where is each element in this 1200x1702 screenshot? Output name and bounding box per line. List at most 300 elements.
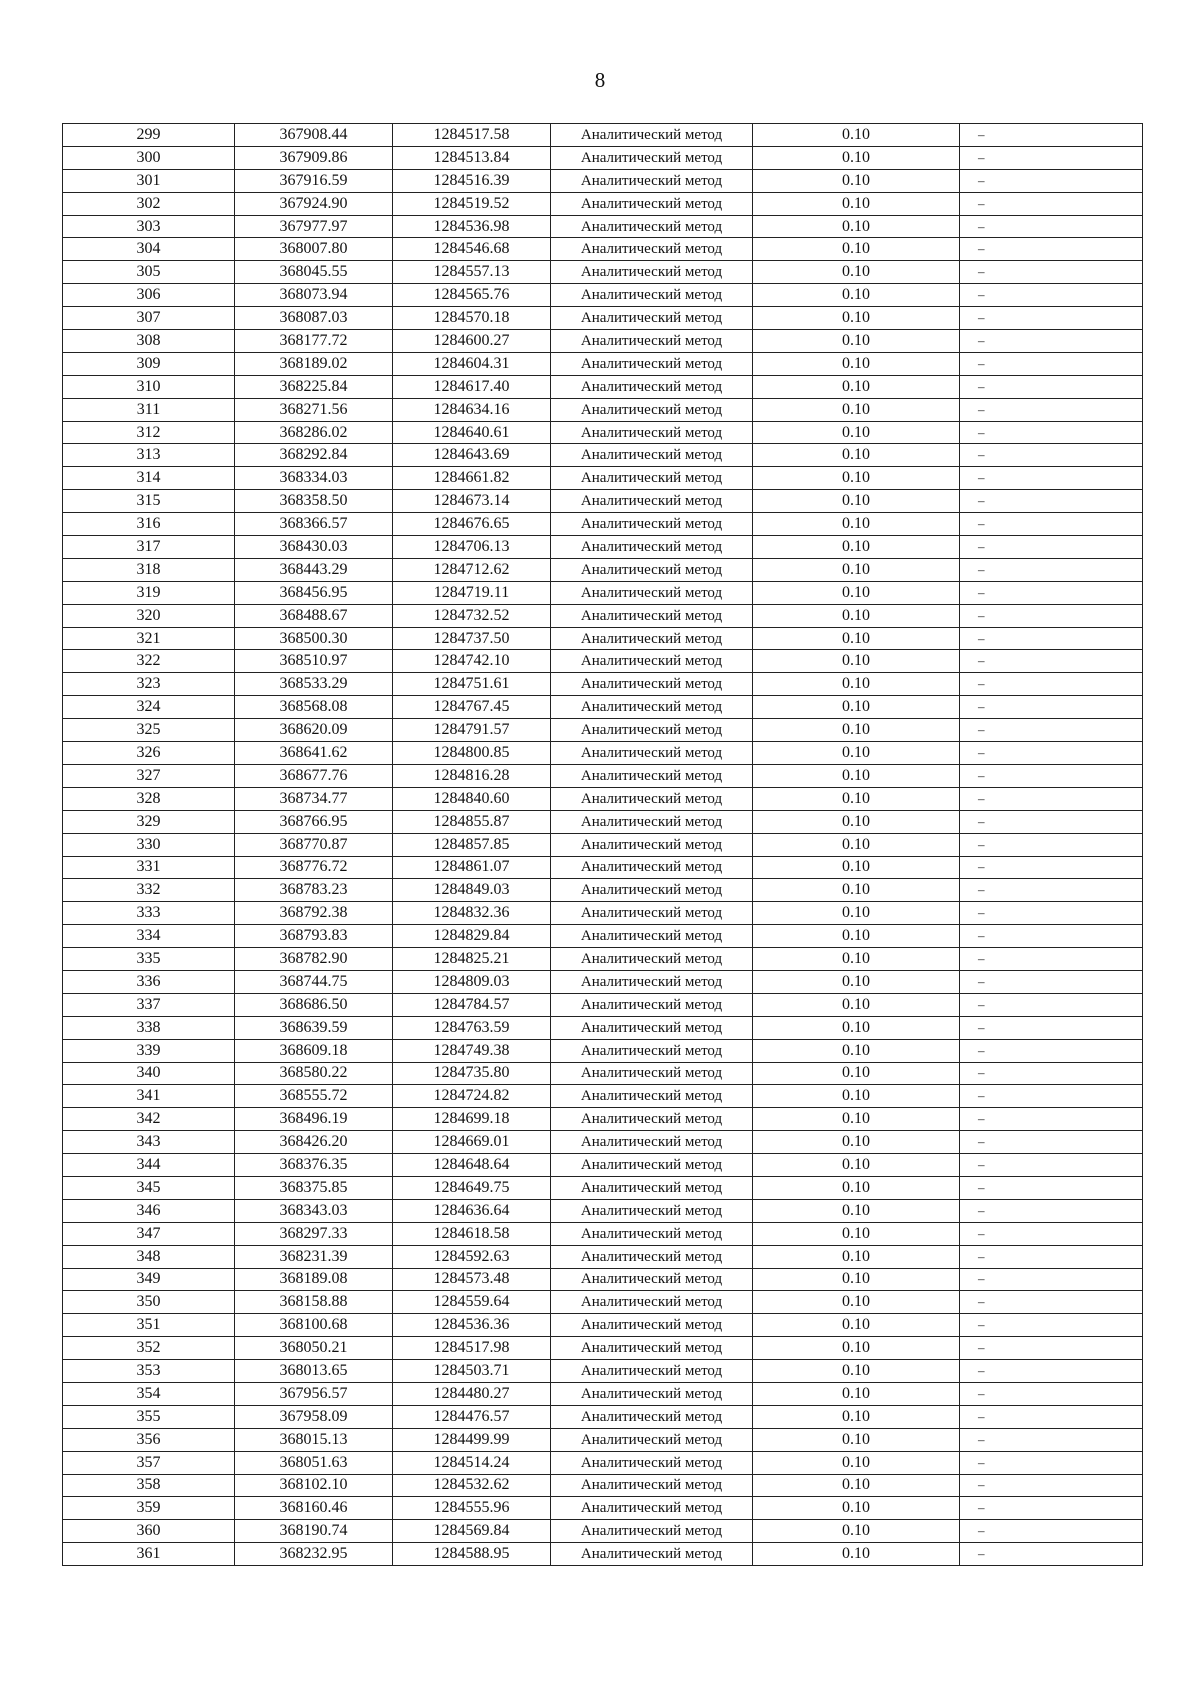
- note-cell: –: [960, 1314, 1143, 1337]
- x-coordinate-cell: 367908.44: [235, 124, 393, 147]
- table-row: [63, 787, 1143, 810]
- point-number-cell: 314: [63, 467, 235, 490]
- table-row: [63, 650, 1143, 673]
- accuracy-cell: 0.10: [753, 696, 960, 719]
- note-cell: –: [960, 558, 1143, 581]
- method-cell: Аналитический метод: [551, 1199, 753, 1222]
- y-coordinate-cell: 1284514.24: [393, 1451, 551, 1474]
- y-coordinate-cell: 1284565.76: [393, 284, 551, 307]
- x-coordinate-cell: 368426.20: [235, 1131, 393, 1154]
- table-row: [63, 375, 1143, 398]
- table-row: [63, 627, 1143, 650]
- table-row: [63, 604, 1143, 627]
- method-cell: Аналитический метод: [551, 467, 753, 490]
- point-number-cell: 337: [63, 993, 235, 1016]
- x-coordinate-cell: 368555.72: [235, 1085, 393, 1108]
- y-coordinate-cell: 1284742.10: [393, 650, 551, 673]
- y-coordinate-cell: 1284719.11: [393, 581, 551, 604]
- table-row: [63, 444, 1143, 467]
- table-row: [63, 719, 1143, 742]
- x-coordinate-cell: 368292.84: [235, 444, 393, 467]
- point-number-cell: 317: [63, 536, 235, 559]
- point-number-cell: 339: [63, 1039, 235, 1062]
- accuracy-cell: 0.10: [753, 1131, 960, 1154]
- point-number-cell: 349: [63, 1268, 235, 1291]
- note-cell: –: [960, 1268, 1143, 1291]
- point-number-cell: 355: [63, 1405, 235, 1428]
- x-coordinate-cell: 368343.03: [235, 1199, 393, 1222]
- accuracy-cell: 0.10: [753, 558, 960, 581]
- table-row: [63, 1337, 1143, 1360]
- note-cell: –: [960, 1360, 1143, 1383]
- y-coordinate-cell: 1284480.27: [393, 1382, 551, 1405]
- point-number-cell: 310: [63, 375, 235, 398]
- x-coordinate-cell: 367924.90: [235, 192, 393, 215]
- method-cell: Аналитический метод: [551, 169, 753, 192]
- table-row: [63, 169, 1143, 192]
- x-coordinate-cell: 368334.03: [235, 467, 393, 490]
- point-number-cell: 353: [63, 1360, 235, 1383]
- note-cell: –: [960, 467, 1143, 490]
- point-number-cell: 334: [63, 925, 235, 948]
- accuracy-cell: 0.10: [753, 856, 960, 879]
- x-coordinate-cell: 368782.90: [235, 948, 393, 971]
- point-number-cell: 335: [63, 948, 235, 971]
- x-coordinate-cell: 368568.08: [235, 696, 393, 719]
- accuracy-cell: 0.10: [753, 1245, 960, 1268]
- x-coordinate-cell: 368007.80: [235, 238, 393, 261]
- accuracy-cell: 0.10: [753, 1474, 960, 1497]
- method-cell: Аналитический метод: [551, 1131, 753, 1154]
- x-coordinate-cell: 368510.97: [235, 650, 393, 673]
- table-row: [63, 1222, 1143, 1245]
- note-cell: –: [960, 513, 1143, 536]
- y-coordinate-cell: 1284569.84: [393, 1520, 551, 1543]
- x-coordinate-cell: 368073.94: [235, 284, 393, 307]
- method-cell: Аналитический метод: [551, 1108, 753, 1131]
- table-row: [63, 1291, 1143, 1314]
- y-coordinate-cell: 1284669.01: [393, 1131, 551, 1154]
- point-number-cell: 361: [63, 1543, 235, 1566]
- point-number-cell: 306: [63, 284, 235, 307]
- method-cell: Аналитический метод: [551, 902, 753, 925]
- x-coordinate-cell: 367977.97: [235, 215, 393, 238]
- table-row: [63, 398, 1143, 421]
- accuracy-cell: 0.10: [753, 1085, 960, 1108]
- x-coordinate-cell: 368271.56: [235, 398, 393, 421]
- method-cell: Аналитический метод: [551, 833, 753, 856]
- method-cell: Аналитический метод: [551, 1520, 753, 1543]
- method-cell: Аналитический метод: [551, 650, 753, 673]
- x-coordinate-cell: 368189.08: [235, 1268, 393, 1291]
- accuracy-cell: 0.10: [753, 1314, 960, 1337]
- y-coordinate-cell: 1284618.58: [393, 1222, 551, 1245]
- note-cell: –: [960, 1039, 1143, 1062]
- x-coordinate-cell: 368375.85: [235, 1176, 393, 1199]
- accuracy-cell: 0.10: [753, 1176, 960, 1199]
- method-cell: Аналитический метод: [551, 398, 753, 421]
- note-cell: –: [960, 1016, 1143, 1039]
- table-row: [63, 1520, 1143, 1543]
- table-row: [63, 993, 1143, 1016]
- y-coordinate-cell: 1284643.69: [393, 444, 551, 467]
- note-cell: –: [960, 1154, 1143, 1177]
- method-cell: Аналитический метод: [551, 558, 753, 581]
- x-coordinate-cell: 368158.88: [235, 1291, 393, 1314]
- x-coordinate-cell: 368609.18: [235, 1039, 393, 1062]
- x-coordinate-cell: 368620.09: [235, 719, 393, 742]
- table-row: [63, 1245, 1143, 1268]
- method-cell: Аналитический метод: [551, 604, 753, 627]
- accuracy-cell: 0.10: [753, 993, 960, 1016]
- x-coordinate-cell: 368297.33: [235, 1222, 393, 1245]
- table-row: [63, 1154, 1143, 1177]
- x-coordinate-cell: 368500.30: [235, 627, 393, 650]
- note-cell: –: [960, 261, 1143, 284]
- y-coordinate-cell: 1284557.13: [393, 261, 551, 284]
- point-number-cell: 300: [63, 146, 235, 169]
- y-coordinate-cell: 1284749.38: [393, 1039, 551, 1062]
- table-row: [63, 513, 1143, 536]
- y-coordinate-cell: 1284600.27: [393, 330, 551, 353]
- table-row: [63, 1108, 1143, 1131]
- y-coordinate-cell: 1284809.03: [393, 970, 551, 993]
- method-cell: Аналитический метод: [551, 696, 753, 719]
- point-number-cell: 316: [63, 513, 235, 536]
- accuracy-cell: 0.10: [753, 467, 960, 490]
- table-row: [63, 1016, 1143, 1039]
- point-number-cell: 331: [63, 856, 235, 879]
- y-coordinate-cell: 1284732.52: [393, 604, 551, 627]
- table-row: [63, 856, 1143, 879]
- x-coordinate-cell: 368783.23: [235, 879, 393, 902]
- point-number-cell: 301: [63, 169, 235, 192]
- note-cell: –: [960, 238, 1143, 261]
- note-cell: –: [960, 192, 1143, 215]
- table-row: [63, 558, 1143, 581]
- note-cell: –: [960, 902, 1143, 925]
- y-coordinate-cell: 1284555.96: [393, 1497, 551, 1520]
- method-cell: Аналитический метод: [551, 627, 753, 650]
- note-cell: –: [960, 1176, 1143, 1199]
- y-coordinate-cell: 1284661.82: [393, 467, 551, 490]
- method-cell: Аналитический метод: [551, 124, 753, 147]
- y-coordinate-cell: 1284676.65: [393, 513, 551, 536]
- table-row: [63, 1451, 1143, 1474]
- method-cell: Аналитический метод: [551, 993, 753, 1016]
- table-row: [63, 124, 1143, 147]
- point-number-cell: 340: [63, 1062, 235, 1085]
- x-coordinate-cell: 368050.21: [235, 1337, 393, 1360]
- method-cell: Аналитический метод: [551, 719, 753, 742]
- method-cell: Аналитический метод: [551, 1474, 753, 1497]
- method-cell: Аналитический метод: [551, 1016, 753, 1039]
- page-number: 8: [594, 68, 606, 92]
- y-coordinate-cell: 1284536.36: [393, 1314, 551, 1337]
- point-number-cell: 319: [63, 581, 235, 604]
- y-coordinate-cell: 1284767.45: [393, 696, 551, 719]
- note-cell: –: [960, 742, 1143, 765]
- y-coordinate-cell: 1284861.07: [393, 856, 551, 879]
- method-cell: Аналитический метод: [551, 536, 753, 559]
- table-row: [63, 833, 1143, 856]
- table-row: [63, 1543, 1143, 1566]
- x-coordinate-cell: 367909.86: [235, 146, 393, 169]
- accuracy-cell: 0.10: [753, 330, 960, 353]
- accuracy-cell: 0.10: [753, 146, 960, 169]
- x-coordinate-cell: 368087.03: [235, 307, 393, 330]
- accuracy-cell: 0.10: [753, 421, 960, 444]
- point-number-cell: 299: [63, 124, 235, 147]
- y-coordinate-cell: 1284855.87: [393, 810, 551, 833]
- table-row: [63, 742, 1143, 765]
- x-coordinate-cell: 368160.46: [235, 1497, 393, 1520]
- method-cell: Аналитический метод: [551, 1176, 753, 1199]
- method-cell: Аналитический метод: [551, 673, 753, 696]
- table-row: [63, 1382, 1143, 1405]
- table-row: [63, 352, 1143, 375]
- note-cell: –: [960, 490, 1143, 513]
- method-cell: Аналитический метод: [551, 787, 753, 810]
- accuracy-cell: 0.10: [753, 1039, 960, 1062]
- table-row: [63, 536, 1143, 559]
- table-row: [63, 970, 1143, 993]
- note-cell: –: [960, 856, 1143, 879]
- accuracy-cell: 0.10: [753, 1360, 960, 1383]
- point-number-cell: 346: [63, 1199, 235, 1222]
- accuracy-cell: 0.10: [753, 787, 960, 810]
- method-cell: Аналитический метод: [551, 146, 753, 169]
- x-coordinate-cell: 368189.02: [235, 352, 393, 375]
- x-coordinate-cell: 368792.38: [235, 902, 393, 925]
- y-coordinate-cell: 1284724.82: [393, 1085, 551, 1108]
- note-cell: –: [960, 1337, 1143, 1360]
- method-cell: Аналитический метод: [551, 1405, 753, 1428]
- note-cell: –: [960, 398, 1143, 421]
- accuracy-cell: 0.10: [753, 1291, 960, 1314]
- note-cell: –: [960, 970, 1143, 993]
- y-coordinate-cell: 1284849.03: [393, 879, 551, 902]
- method-cell: Аналитический метод: [551, 879, 753, 902]
- method-cell: Аналитический метод: [551, 1543, 753, 1566]
- table-row: [63, 192, 1143, 215]
- point-number-cell: 342: [63, 1108, 235, 1131]
- y-coordinate-cell: 1284673.14: [393, 490, 551, 513]
- x-coordinate-cell: 367958.09: [235, 1405, 393, 1428]
- accuracy-cell: 0.10: [753, 810, 960, 833]
- x-coordinate-cell: 368793.83: [235, 925, 393, 948]
- x-coordinate-cell: 368443.29: [235, 558, 393, 581]
- method-cell: Аналитический метод: [551, 810, 753, 833]
- y-coordinate-cell: 1284499.99: [393, 1428, 551, 1451]
- accuracy-cell: 0.10: [753, 1405, 960, 1428]
- note-cell: –: [960, 764, 1143, 787]
- table-row: [63, 467, 1143, 490]
- y-coordinate-cell: 1284800.85: [393, 742, 551, 765]
- method-cell: Аналитический метод: [551, 261, 753, 284]
- note-cell: –: [960, 284, 1143, 307]
- y-coordinate-cell: 1284763.59: [393, 1016, 551, 1039]
- note-cell: –: [960, 146, 1143, 169]
- method-cell: Аналитический метод: [551, 215, 753, 238]
- x-coordinate-cell: 368496.19: [235, 1108, 393, 1131]
- accuracy-cell: 0.10: [753, 169, 960, 192]
- table-row: [63, 261, 1143, 284]
- note-cell: –: [960, 124, 1143, 147]
- y-coordinate-cell: 1284516.39: [393, 169, 551, 192]
- y-coordinate-cell: 1284517.58: [393, 124, 551, 147]
- table-row: [63, 1428, 1143, 1451]
- accuracy-cell: 0.10: [753, 764, 960, 787]
- accuracy-cell: 0.10: [753, 284, 960, 307]
- y-coordinate-cell: 1284791.57: [393, 719, 551, 742]
- point-number-cell: 357: [63, 1451, 235, 1474]
- y-coordinate-cell: 1284588.95: [393, 1543, 551, 1566]
- method-cell: Аналитический метод: [551, 1245, 753, 1268]
- table-row: [63, 1062, 1143, 1085]
- note-cell: –: [960, 673, 1143, 696]
- y-coordinate-cell: 1284532.62: [393, 1474, 551, 1497]
- y-coordinate-cell: 1284513.84: [393, 146, 551, 169]
- note-cell: –: [960, 604, 1143, 627]
- note-cell: –: [960, 1131, 1143, 1154]
- note-cell: –: [960, 833, 1143, 856]
- method-cell: Аналитический метод: [551, 1039, 753, 1062]
- point-number-cell: 329: [63, 810, 235, 833]
- accuracy-cell: 0.10: [753, 833, 960, 856]
- method-cell: Аналитический метод: [551, 1337, 753, 1360]
- table-row: [63, 146, 1143, 169]
- point-number-cell: 303: [63, 215, 235, 238]
- note-cell: –: [960, 307, 1143, 330]
- accuracy-cell: 0.10: [753, 925, 960, 948]
- note-cell: –: [960, 1199, 1143, 1222]
- accuracy-cell: 0.10: [753, 1428, 960, 1451]
- note-cell: –: [960, 1085, 1143, 1108]
- point-number-cell: 356: [63, 1428, 235, 1451]
- note-cell: –: [960, 1543, 1143, 1566]
- accuracy-cell: 0.10: [753, 1062, 960, 1085]
- x-coordinate-cell: 368225.84: [235, 375, 393, 398]
- accuracy-cell: 0.10: [753, 1451, 960, 1474]
- point-number-cell: 354: [63, 1382, 235, 1405]
- y-coordinate-cell: 1284636.64: [393, 1199, 551, 1222]
- table-row: [63, 673, 1143, 696]
- accuracy-cell: 0.10: [753, 398, 960, 421]
- point-number-cell: 347: [63, 1222, 235, 1245]
- coordinates-table: [62, 123, 1143, 1566]
- x-coordinate-cell: 368232.95: [235, 1543, 393, 1566]
- y-coordinate-cell: 1284640.61: [393, 421, 551, 444]
- x-coordinate-cell: 368102.10: [235, 1474, 393, 1497]
- table-row: [63, 1474, 1143, 1497]
- x-coordinate-cell: 368376.35: [235, 1154, 393, 1177]
- y-coordinate-cell: 1284476.57: [393, 1405, 551, 1428]
- y-coordinate-cell: 1284517.98: [393, 1337, 551, 1360]
- x-coordinate-cell: 368430.03: [235, 536, 393, 559]
- note-cell: –: [960, 215, 1143, 238]
- x-coordinate-cell: 368013.65: [235, 1360, 393, 1383]
- method-cell: Аналитический метод: [551, 1451, 753, 1474]
- y-coordinate-cell: 1284840.60: [393, 787, 551, 810]
- note-cell: –: [960, 1451, 1143, 1474]
- y-coordinate-cell: 1284648.64: [393, 1154, 551, 1177]
- accuracy-cell: 0.10: [753, 1154, 960, 1177]
- x-coordinate-cell: 368015.13: [235, 1428, 393, 1451]
- point-number-cell: 338: [63, 1016, 235, 1039]
- note-cell: –: [960, 1382, 1143, 1405]
- table-row: [63, 238, 1143, 261]
- x-coordinate-cell: 367916.59: [235, 169, 393, 192]
- note-cell: –: [960, 581, 1143, 604]
- point-number-cell: 313: [63, 444, 235, 467]
- x-coordinate-cell: 368686.50: [235, 993, 393, 1016]
- method-cell: Аналитический метод: [551, 1222, 753, 1245]
- x-coordinate-cell: 368639.59: [235, 1016, 393, 1039]
- point-number-cell: 321: [63, 627, 235, 650]
- note-cell: –: [960, 948, 1143, 971]
- point-number-cell: 302: [63, 192, 235, 215]
- x-coordinate-cell: 368456.95: [235, 581, 393, 604]
- point-number-cell: 324: [63, 696, 235, 719]
- method-cell: Аналитический метод: [551, 925, 753, 948]
- method-cell: Аналитический метод: [551, 581, 753, 604]
- point-number-cell: 358: [63, 1474, 235, 1497]
- method-cell: Аналитический метод: [551, 970, 753, 993]
- method-cell: Аналитический метод: [551, 1154, 753, 1177]
- table-row: [63, 1176, 1143, 1199]
- point-number-cell: 315: [63, 490, 235, 513]
- point-number-cell: 312: [63, 421, 235, 444]
- table-row: [63, 284, 1143, 307]
- y-coordinate-cell: 1284536.98: [393, 215, 551, 238]
- point-number-cell: 332: [63, 879, 235, 902]
- y-coordinate-cell: 1284617.40: [393, 375, 551, 398]
- accuracy-cell: 0.10: [753, 902, 960, 925]
- y-coordinate-cell: 1284829.84: [393, 925, 551, 948]
- point-number-cell: 330: [63, 833, 235, 856]
- y-coordinate-cell: 1284503.71: [393, 1360, 551, 1383]
- point-number-cell: 341: [63, 1085, 235, 1108]
- note-cell: –: [960, 1108, 1143, 1131]
- x-coordinate-cell: 368677.76: [235, 764, 393, 787]
- method-cell: Аналитический метод: [551, 375, 753, 398]
- table-row: [63, 1131, 1143, 1154]
- table-row: [63, 215, 1143, 238]
- y-coordinate-cell: 1284649.75: [393, 1176, 551, 1199]
- method-cell: Аналитический метод: [551, 1085, 753, 1108]
- method-cell: Аналитический метод: [551, 1314, 753, 1337]
- note-cell: –: [960, 627, 1143, 650]
- x-coordinate-cell: 368100.68: [235, 1314, 393, 1337]
- method-cell: Аналитический метод: [551, 1382, 753, 1405]
- note-cell: –: [960, 787, 1143, 810]
- table-row: [63, 490, 1143, 513]
- accuracy-cell: 0.10: [753, 1497, 960, 1520]
- note-cell: –: [960, 719, 1143, 742]
- y-coordinate-cell: 1284816.28: [393, 764, 551, 787]
- method-cell: Аналитический метод: [551, 330, 753, 353]
- point-number-cell: 344: [63, 1154, 235, 1177]
- method-cell: Аналитический метод: [551, 948, 753, 971]
- accuracy-cell: 0.10: [753, 948, 960, 971]
- note-cell: –: [960, 1062, 1143, 1085]
- note-cell: –: [960, 421, 1143, 444]
- y-coordinate-cell: 1284735.80: [393, 1062, 551, 1085]
- point-number-cell: 311: [63, 398, 235, 421]
- note-cell: –: [960, 1291, 1143, 1314]
- table-row: [63, 948, 1143, 971]
